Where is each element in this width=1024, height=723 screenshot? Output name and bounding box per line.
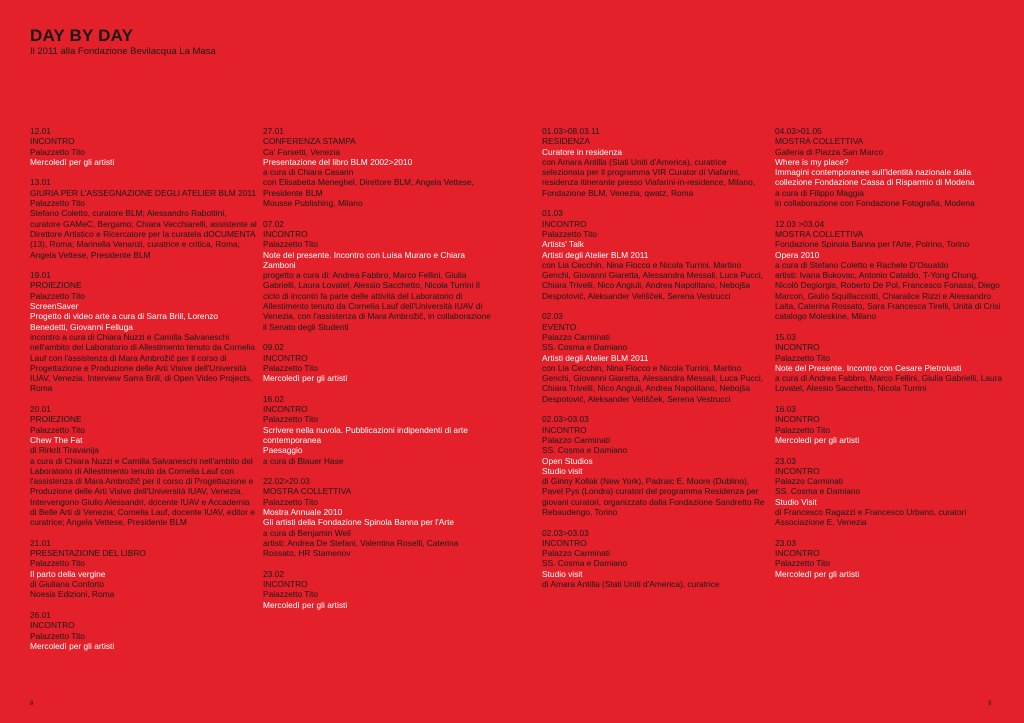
event-type: EVENTO xyxy=(542,321,577,332)
event-entry xyxy=(30,270,258,394)
event-entry xyxy=(775,456,1003,528)
event-line: Palazzo Carminati xyxy=(542,434,610,445)
event-line: a cura di Chiara Nuzzi e Camilla Salvaneschi nell'ambito del Laboratorio di Allestimento tenuto da Cornelia Lauf con l'assistenza di Mara Ambrožič per il corso di Progettazione e Produzione delle Arti Visive dell'Università IUAV, Venezia. Intervengono Giulio Alessandri, docente IUAV e Accademia di Belle Arti di Venezia; Cornelia Lauf, docente IUAV, editor e curatrice; Angela Vettese, Presidente BLM xyxy=(30,455,255,528)
event-line: Palazzetto Tito xyxy=(263,589,318,600)
event-entry xyxy=(542,528,770,590)
event-line: Mercoledì per gli artisti xyxy=(30,156,115,167)
event-type: INCONTRO xyxy=(542,218,587,229)
event-date: 07.02 xyxy=(263,218,284,229)
event-line: Mostra Annuale 2010 xyxy=(263,506,343,517)
event-entry xyxy=(30,610,258,651)
event-type: INCONTRO xyxy=(775,548,820,559)
event-entry xyxy=(542,311,770,404)
event-line: Open Studios xyxy=(542,455,593,466)
event-date: 16.03 xyxy=(775,404,796,415)
event-type: INCONTRO xyxy=(30,620,75,631)
event-line: Palazzetto Tito xyxy=(30,146,85,157)
event-line: Studio visit xyxy=(542,465,583,476)
schedule-column-4 xyxy=(775,126,1003,589)
event-entry xyxy=(263,476,491,558)
event-entry xyxy=(542,208,770,301)
event-line: Palazzetto Tito xyxy=(30,558,85,569)
event-line: Mousse Publishing, Milano xyxy=(263,198,363,209)
event-entry xyxy=(263,569,491,610)
event-type: MOSTRA COLLETTIVA xyxy=(775,136,864,147)
event-line: Palazzetto Tito xyxy=(263,496,318,507)
event-line: con Elisabetta Meneghel, Direttore BLM, Angela Vettese, Presidente BLM xyxy=(263,177,474,198)
event-line: Fondazione Spinola Banna per l'Arte, Poirino, Torino xyxy=(775,239,970,250)
event-entry xyxy=(30,126,258,167)
event-line: Progetto di video arte a cura di Sarra Brill, Lorenzo Benedetti, Giovanni Felluga xyxy=(30,311,219,332)
event-line: artisti: Ivana Bukovac, Antonio Cataldo, T-Yong Chung, Nicolò Degiorgis, Roberto De Pol, Francesco Fonassi, Diego Marcon, Giulio Squillacciotti, Chiaralice Rizzi e Alessandro Laita, Caterina Rossato, Sara Francesca Tirelli, Unità di Crisi xyxy=(775,270,1001,312)
event-line: Stefano Coletto, curatore BLM; Alessandro Rabottini, curatore GAMeC, Bergamo; Chiara Vecchiarelli, assistente al Direttore Artistico e Ricercatore per la curatela dOCUMENTA (13), Roma; Marinella Venanzi, curatrice e critica, Roma; Angela Vettese, Presidente BLM xyxy=(30,208,257,260)
event-line: Artists' Talk xyxy=(542,239,584,250)
event-date: 12.01 xyxy=(30,126,51,136)
event-entry xyxy=(30,404,258,528)
event-line: Palazzetto Tito xyxy=(775,352,830,363)
event-line: Scrivere nella nuvola. Pubblicazioni indipendenti di arte contemporanea xyxy=(263,424,468,445)
page-title: DAY BY DAY xyxy=(30,26,134,45)
event-entry xyxy=(542,414,770,517)
event-line: Palazzetto Tito xyxy=(30,630,85,641)
event-type: INCONTRO xyxy=(263,404,308,415)
page-number-right: 9 xyxy=(988,701,992,707)
event-entry xyxy=(263,219,491,332)
event-entry xyxy=(263,342,491,383)
event-date: 26.01 xyxy=(30,609,51,620)
event-line: Mercoledì per gli artisti xyxy=(775,568,860,579)
event-line: Artisti degli Atelier BLM 2011 xyxy=(542,352,649,363)
event-line: progetto a cura di: Andrea Fabbro, Marco Fellini, Giulia Gabrielli, Laura Lovatel, Alessio Sacchetto, Nicola Turrini Il ciclo di incontri fa parte delle attività del Laboratorio di Allestimento tenuto da Cornelia Lauf dell'Università IUAV di Venezia, con l'assistenza di Mara Ambrožič, in collaborazione il Senato degli Studenti xyxy=(263,270,491,332)
event-line: di Francesco Ragazzi e Francesco Urbano, curatori Associazione E, Venezia xyxy=(775,506,967,528)
event-date: 20.01 xyxy=(30,404,51,415)
event-line: Palazzetto Tito xyxy=(263,362,318,373)
event-type: INCONTRO xyxy=(775,465,820,476)
schedule-column-2 xyxy=(263,126,491,620)
event-line: Mercoledì per gli artisti xyxy=(263,599,348,610)
event-entry xyxy=(263,126,491,208)
event-date: 13.01 xyxy=(30,177,51,188)
event-date: 23.03 xyxy=(775,537,796,548)
event-line: catalogo Moleskine, Milano xyxy=(775,311,877,322)
event-line: Palazzetto Tito xyxy=(30,198,85,209)
event-line: Opera 2010 xyxy=(775,249,820,260)
event-type: CONFERENZA STAMPA xyxy=(263,136,356,147)
event-date: 02.03>03.03 xyxy=(542,414,589,425)
event-line: Palazzo Carminati xyxy=(542,331,610,342)
event-type: RESIDENZA xyxy=(542,136,590,147)
event-type: INCONTRO xyxy=(30,136,75,147)
event-line: a cura di Blauer Hase xyxy=(263,455,344,466)
event-line: Palazzetto Tito xyxy=(30,424,85,435)
event-entry xyxy=(30,177,258,259)
event-line: Presentazione del libro BLM 2002>2010 xyxy=(263,156,413,167)
event-line: Ca' Farsetti, Venezia xyxy=(263,146,341,157)
event-type: INCONTRO xyxy=(775,414,820,425)
event-line: Palazzo Carminati xyxy=(542,548,610,559)
event-line: Palazzetto Tito xyxy=(263,239,318,250)
event-entry xyxy=(775,538,1003,579)
event-line: Chew The Fat xyxy=(30,434,83,445)
event-line: a cura di Andrea Fabbro, Marco Fellini, Giulia Gabrielli, Laura Lovatel, Alessio Sacchetto, Nicola Turrini xyxy=(775,373,1003,394)
event-date: 01.03>08.03.11 xyxy=(542,126,600,136)
event-line: in collaborazione con Fondazione Fotografia, Modena xyxy=(775,198,975,209)
schedule-column-1 xyxy=(30,126,258,661)
event-line: Palazzetto Tito xyxy=(775,558,830,569)
event-entry xyxy=(775,219,1003,322)
event-entry xyxy=(775,126,1003,208)
event-line: Gli artisti della Fondazione Spinola Banna per l'Arte xyxy=(263,517,455,528)
event-date: 23.03 xyxy=(775,455,796,466)
event-type: GIURIA PER L'ASSEGNAZIONE DEGLI ATELIER BLM 2011 xyxy=(30,187,257,198)
event-type: INCONTRO xyxy=(263,352,308,363)
event-line: Il parto della vergine xyxy=(30,568,106,579)
event-date: 16.02 xyxy=(263,393,284,404)
event-date: 22.02>20.03 xyxy=(263,476,310,487)
event-type: INCONTRO xyxy=(542,537,587,548)
event-line: Palazzo Carminati xyxy=(775,476,843,487)
event-line: Studio Visit xyxy=(775,496,817,507)
event-line: a cura di Stefano Coletto e Rachele D'Osualdo xyxy=(775,259,949,270)
event-line: Mercoledì per gli artisti xyxy=(30,640,115,651)
event-line: Note del presente. Incontro con Luisa Muraro e Chiara Zamboni xyxy=(263,249,466,270)
event-date: 21.01 xyxy=(30,537,51,548)
event-line: incontro a cura di Chiara Nuzzi e Camilla Salvaneschi nell'ambito del Laboratorio di Allestimento tenuto da Cornelia Lauf con l'assistenza di Mara Ambrožič per il corso di Progettazione e Produzione delle Arti Visive dell'Università IUAV, Venezia. Interview Sarra Brill, di Open Video Projects, Roma xyxy=(30,331,256,394)
event-date: 02.03>03.03 xyxy=(542,527,589,538)
schedule-column-3 xyxy=(542,126,770,600)
event-line: Studio visit xyxy=(542,568,583,579)
event-entry xyxy=(30,538,258,600)
event-line: SS. Cosma e Damiano xyxy=(542,342,628,353)
event-line: Palazzetto Tito xyxy=(263,414,318,425)
event-type: INCONTRO xyxy=(263,228,308,239)
event-line: Curatore in residenza xyxy=(542,146,623,157)
event-line: Immagini contemporanee sull'identità nazionale dalla collezione Fondazione Cassa di Risparmio di Modena xyxy=(775,167,975,188)
event-type: MOSTRA COLLETTIVA xyxy=(263,486,352,497)
event-line: Galleria di Piazza San Marco xyxy=(775,146,883,157)
event-line: Noesis Edizioni, Roma xyxy=(30,589,115,600)
event-line: artisti: Andrea De Stefani, Valentina Roselli, Caterina Rossato, HR Stamenov xyxy=(263,537,459,559)
event-line: SS. Cosma e Damiano xyxy=(542,558,628,569)
event-line: Mercoledì per gli artisti xyxy=(263,373,348,384)
event-type: INCONTRO xyxy=(542,424,587,435)
event-type: MOSTRA COLLETTIVA xyxy=(775,228,864,239)
event-line: Paesaggio xyxy=(263,445,303,456)
event-line: a cura di Chiara Casarin xyxy=(263,167,354,178)
event-line: SS. Cosma e Damiano xyxy=(775,486,861,497)
page-subtitle: Il 2011 alla Fondazione Bevilacqua La Masa xyxy=(30,46,216,57)
event-type: PROIEZIONE xyxy=(30,280,82,291)
event-line: Mercoledì per gli artisti xyxy=(775,434,860,445)
event-line: di Ginny Kollak (New York), Padraic E. Moore (Dublino), Pavel Pys (Londra) curatori del programma Residenza per giovani curatori, organizzato dalla Fondazione Sandretto Re Rebaudengo, Torino xyxy=(542,476,765,517)
event-line: di Giuliana Conforto xyxy=(30,579,105,590)
event-entry xyxy=(542,126,770,198)
event-date: 23.02 xyxy=(263,568,284,579)
event-line: con Amara Antilla (Stati Uniti d'America), curatrice selezionata per il programma VIR Curator di Viafarini, residenza itinerante presso Viafarini-in-residence, Milano, Fondazione BLM, Venezia, qwatz, Roma xyxy=(542,156,756,198)
event-date: 09.02 xyxy=(263,342,284,353)
event-date: 12.03 >03.04 xyxy=(775,218,825,229)
event-entry xyxy=(775,332,1003,394)
event-line: Artisti degli Atelier BLM 2011 xyxy=(542,249,649,260)
event-type: INCONTRO xyxy=(263,579,308,590)
event-line: Where is my place? xyxy=(775,156,849,167)
event-line: Note del Presente. Incontro con Cesare Pietroiusti xyxy=(775,362,962,373)
event-line: a cura di Benjamin Weil xyxy=(263,527,351,538)
event-line: di Amara Antilla (Stati Uniti d'America), curatrice xyxy=(542,579,720,590)
event-entry xyxy=(775,404,1003,445)
event-line: Palazzetto Tito xyxy=(542,228,597,239)
event-date: 01.03 xyxy=(542,208,563,219)
event-entry xyxy=(263,394,491,466)
event-line: con Lia Cecchin, Nina Fiocco e Nicola Turrini, Martino Genchi, Giovanni Giaretta, Alessandra Messali, Luca Pucci, Chiara Trivelli, Nico Angiuli, Andrea Napolitano, Nebojša Despotović, Aleksander Velišček, Serena Vestrucci xyxy=(542,362,764,404)
event-line: ScreenSaver xyxy=(30,301,79,312)
event-line: SS. Cosma e Damiano xyxy=(542,445,628,456)
event-date: 27.01 xyxy=(263,126,284,136)
event-line: a cura di Filippo Maggia xyxy=(775,187,864,198)
page-number-left: 8 xyxy=(30,701,34,707)
event-type: INCONTRO xyxy=(775,342,820,353)
event-type: PRESENTAZIONE DEL LIBRO xyxy=(30,548,146,559)
event-line: Palazzetto Tito xyxy=(775,424,830,435)
event-date: 15.03 xyxy=(775,331,796,342)
event-line: di Rirkrit Tiravanija xyxy=(30,445,99,456)
event-type: PROIEZIONE xyxy=(30,414,82,425)
event-date: 02.03 xyxy=(542,311,563,322)
event-date: 19.01 xyxy=(30,270,51,281)
event-date: 04.03>01.05 xyxy=(775,126,822,136)
event-line: Palazzetto Tito xyxy=(30,290,85,301)
event-line: con Lia Cecchin, Nina Fiocco e Nicola Turrini, Martino Genchi, Giovanni Giaretta, Alessandra Messali, Luca Pucci, Chiara Trivelli, Nico Angiuli, Andrea Napolitano, Nebojša Despotović, Aleksander Velišček, Serena Vestrucci xyxy=(542,259,764,301)
